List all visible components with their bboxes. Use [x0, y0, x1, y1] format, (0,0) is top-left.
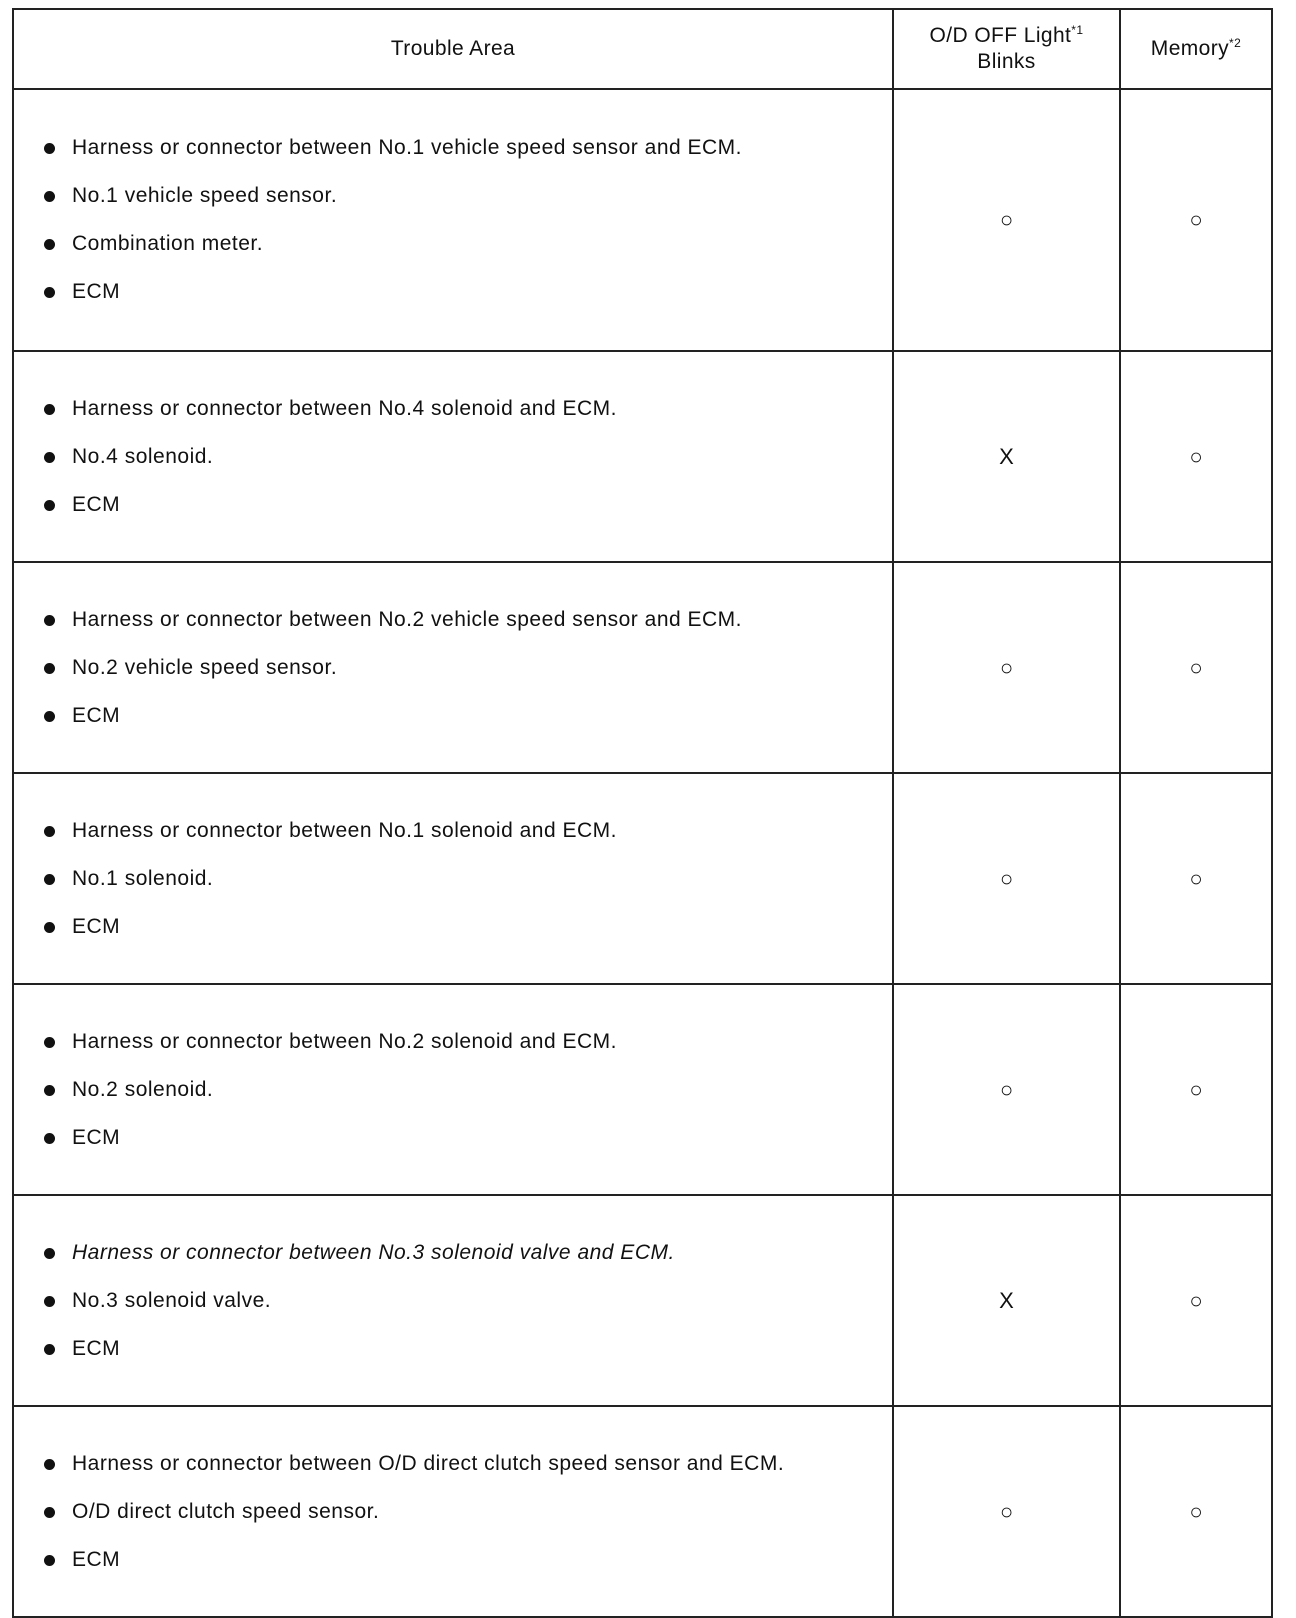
table-row — [13, 89, 1272, 351]
memory-mark: ○ — [1189, 654, 1203, 680]
trouble-area-list — [42, 1229, 892, 1373]
list-item: ECM — [42, 903, 892, 951]
table-row — [13, 1195, 1272, 1406]
list-item: No.2 solenoid. — [42, 1066, 892, 1114]
footnote-marker-1: *1 — [1071, 22, 1084, 37]
header-memory-label: Memory — [1150, 36, 1230, 60]
trouble-area-cell — [13, 562, 893, 773]
list-item: ECM — [42, 1536, 892, 1584]
od-off-light-mark: ○ — [999, 865, 1014, 891]
trouble-area-list — [42, 1018, 892, 1162]
trouble-area-list — [42, 1440, 892, 1584]
header-row — [13, 9, 1272, 89]
list-item: Harness or connector between No.4 solenoid and ECM. — [42, 385, 892, 433]
memory-cell — [1120, 351, 1272, 562]
trouble-area-cell — [13, 1195, 893, 1406]
list-item: ECM — [42, 268, 892, 316]
trouble-area-cell — [13, 351, 893, 562]
od-off-light-mark: ○ — [999, 1498, 1014, 1524]
memory-mark: ○ — [1189, 1498, 1203, 1524]
trouble-area-cell — [13, 984, 893, 1195]
table-row — [13, 562, 1272, 773]
list-item: No.1 solenoid. — [42, 855, 892, 903]
trouble-table — [12, 8, 1273, 1618]
od-off-light-cell — [893, 562, 1120, 773]
trouble-area-list — [42, 596, 892, 740]
header-memory — [1120, 9, 1272, 89]
memory-cell — [1120, 1195, 1272, 1406]
table-row — [13, 984, 1272, 1195]
od-off-light-mark: ○ — [999, 654, 1014, 680]
od-off-light-mark: X — [999, 1287, 1014, 1313]
list-item: ECM — [42, 692, 892, 740]
trouble-area-cell — [13, 773, 893, 984]
list-item: Harness or connector between No.3 solenoid valve and ECM. — [42, 1229, 892, 1277]
od-off-light-mark: X — [999, 443, 1014, 469]
trouble-area-list — [42, 807, 892, 951]
od-off-light-mark: ○ — [999, 207, 1014, 232]
memory-mark: ○ — [1189, 207, 1203, 232]
trouble-area-cell — [13, 89, 893, 351]
memory-cell — [1120, 773, 1272, 984]
list-item: No.4 solenoid. — [42, 433, 892, 481]
table-body — [13, 89, 1272, 1617]
memory-cell — [1120, 89, 1272, 351]
list-item: Harness or connector between No.2 vehicle speed sensor and ECM. — [42, 596, 892, 644]
trouble-area-list — [42, 124, 892, 316]
header-trouble-area-label: Trouble Area — [390, 36, 516, 60]
trouble-area-list — [42, 385, 892, 529]
memory-cell — [1120, 562, 1272, 773]
memory-cell — [1120, 984, 1272, 1195]
od-off-light-cell — [893, 1406, 1120, 1617]
list-item: No.3 solenoid valve. — [42, 1277, 892, 1325]
list-item: ECM — [42, 1325, 892, 1373]
header-od-off-light-label: O/D OFF Light — [929, 23, 1072, 47]
memory-mark: ○ — [1189, 1287, 1203, 1313]
header-od-off-light — [893, 9, 1120, 89]
memory-cell — [1120, 1406, 1272, 1617]
list-item: Harness or connector between No.1 solenoid and ECM. — [42, 807, 892, 855]
header-trouble-area — [13, 9, 893, 89]
table-header — [13, 9, 1272, 89]
list-item: ECM — [42, 481, 892, 529]
list-item: No.1 vehicle speed sensor. — [42, 172, 892, 220]
table-row — [13, 1406, 1272, 1617]
trouble-area-cell — [13, 1406, 893, 1617]
od-off-light-cell — [893, 351, 1120, 562]
od-off-light-cell — [893, 773, 1120, 984]
footnote-marker-2: *2 — [1229, 35, 1242, 50]
od-off-light-cell — [893, 89, 1120, 351]
table-row — [13, 773, 1272, 984]
od-off-light-cell — [893, 984, 1120, 1195]
list-item: Harness or connector between No.1 vehicle speed sensor and ECM. — [42, 124, 892, 172]
list-item: Harness or connector between O/D direct clutch speed sensor and ECM. — [42, 1440, 892, 1488]
list-item: No.2 vehicle speed sensor. — [42, 644, 892, 692]
od-off-light-mark: ○ — [999, 1076, 1014, 1102]
memory-mark: ○ — [1189, 443, 1203, 469]
od-off-light-cell — [893, 1195, 1120, 1406]
list-item: O/D direct clutch speed sensor. — [42, 1488, 892, 1536]
memory-mark: ○ — [1189, 865, 1203, 891]
list-item: Combination meter. — [42, 220, 892, 268]
list-item: ECM — [42, 1114, 892, 1162]
memory-mark: ○ — [1189, 1076, 1203, 1102]
list-item: Harness or connector between No.2 solenoid and ECM. — [42, 1018, 892, 1066]
table-row — [13, 351, 1272, 562]
header-od-off-light-label-line2: Blinks — [977, 50, 1036, 73]
